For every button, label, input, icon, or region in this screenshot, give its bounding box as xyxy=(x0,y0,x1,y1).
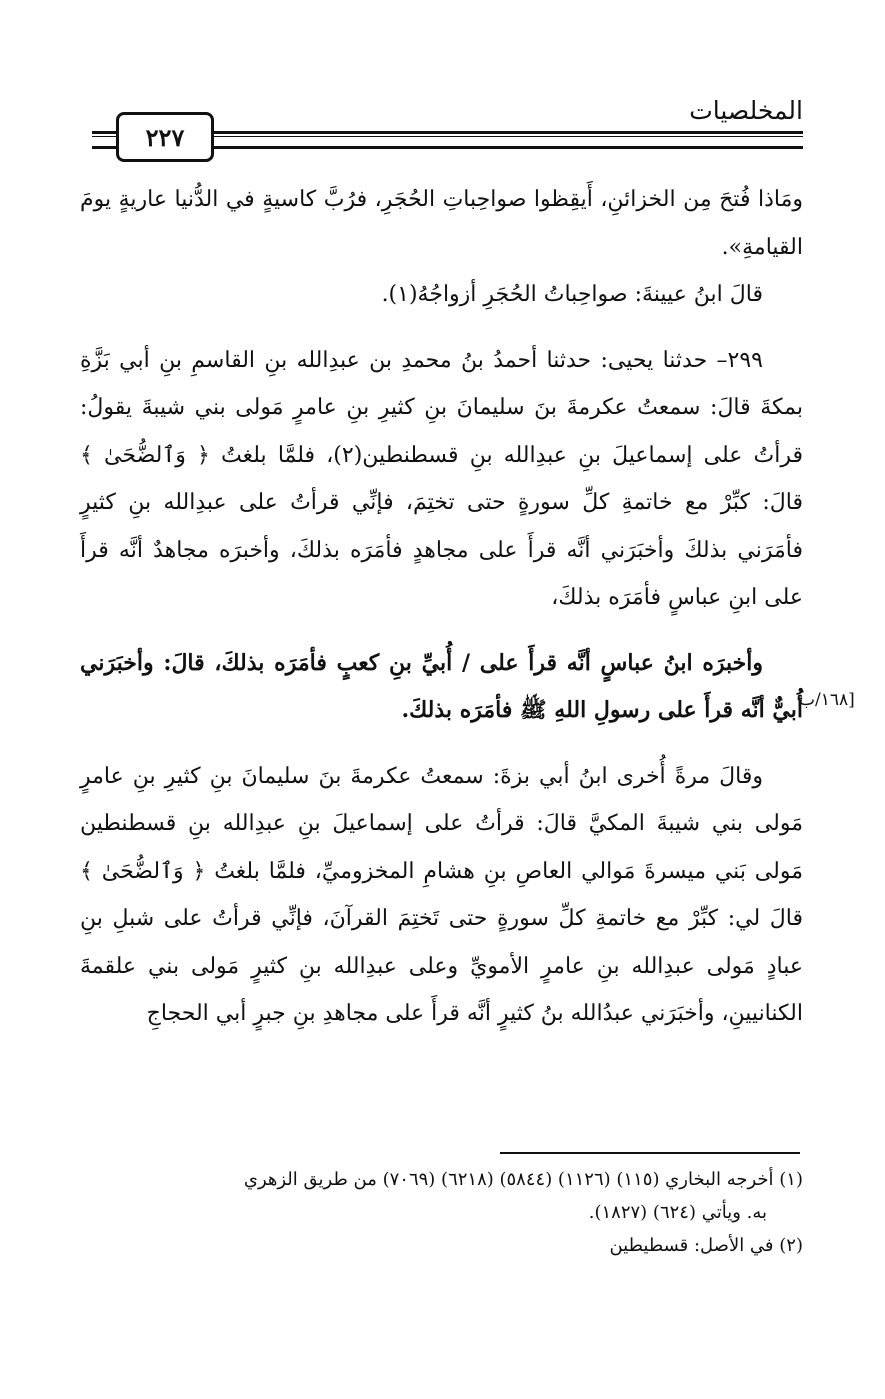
running-header-title: المخلصيات xyxy=(689,96,803,125)
page-number: ٢٢٧ xyxy=(116,112,214,162)
footnote-1-line-1: (١) أخرجه البخاري (١١٥) (١١٢٦) (٥٨٤٤) (٦٢١٨) (٧٠٦٩) من طريق الزهري xyxy=(243,1169,803,1190)
paragraph-2: قالَ ابنُ عيينةَ: صواحِباتُ الحُجَرِ أزواجُهُ(١). xyxy=(381,282,763,307)
paragraph-1: ومَاذا فُتحَ مِن الخزائنِ، أَيقِظوا صواحِباتِ الحُجَرِ، فرُبَّ كاسيةٍ في الدُّنيا عاريةٍ يومَ القيامةِ». xyxy=(80,187,803,260)
footnote-1-line-2: به. ويأتي (٦٢٤) (١٨٢٧). xyxy=(588,1202,767,1223)
main-text xyxy=(80,176,803,1038)
footnote-rule xyxy=(500,1152,800,1154)
footnotes xyxy=(80,1163,803,1262)
manuscript-folio-ref: [١٦٨/ب xyxy=(799,690,855,710)
footnote-2: (٢) في الأصل: قسطيطين xyxy=(609,1235,803,1256)
paragraph-5: وقالَ مرةً أُخرى ابنُ أبي بزةَ: سمعتُ عكرمةَ بنَ سليمانَ بنِ كثيرِ بنِ عامرٍ مَولى بني شيبةَ المكيَّ قالَ: قرأتُ على إسماعيلَ بنِ عبدِالله بنِ قسطنطين مَولى بَني ميسرةَ مَوالي العاصِ بنِ هشامِ المخزوميِّ، فلمَّا بلغتُ ﴿ وَٱلضُّحَىٰ ﴾ قالَ لي: كبِّرْ مع خاتمةِ كلِّ سورةٍ حتى تَختِمَ القرآنَ، فإنِّي قرأتُ على شبلِ بنِ عبادٍ مَولى عبدِالله بنِ عامرٍ الأمويِّ وعلى عبدِالله بنِ كثيرٍ مَولى بني علقمةَ الكنانيينِ، وأخبَرَني عبدُالله بنُ كثيرٍ أنَّه قرأَ على مجاهدِ بنِ جبرٍ أبي الحجاجِ xyxy=(80,763,803,1026)
paragraph-bold: وأخبرَه ابنُ عباسٍ أنَّه قرأَ على / أُبيِّ بنِ كعبٍ فأمَرَه بذلكَ، قالَ: وأخبَرَني أُبيٌّ أنَّه قرأَ على رسولِ اللهِ ﷺ فأمَرَه بذلكَ. xyxy=(80,649,803,723)
paragraph-299: ٢٩٩– حدثنا يحيى: حدثنا أحمدُ بنُ محمدِ بن عبدِالله بنِ القاسمِ بنِ أبي بَزَّةِ بمكةَ قالَ: سمعتُ عكرمةَ بنَ سليمانَ بنِ كثيرِ بنِ عامرٍ مَولى بني شيبةَ يقولُ: قرأتُ على إسماعيلَ بنِ عبدِالله بنِ قسطنطين(٢)، فلمَّا بلغتُ ﴿ وَٱلضُّحَىٰ ﴾ قالَ: كبِّرْ مع خاتمةِ كلِّ سورةٍ حتى تختِمَ، فإنِّي قرأتُ على عبدِالله بنِ كثيرٍ فأمَرَني بذلكَ وأخبَرَني أنَّه قرأَ على مجاهدٍ فأمَرَه بذلكَ، وأخبرَه مجاهدٌ أنَّه قرأَ على ابنِ عباسٍ فأمَرَه بذلكَ، xyxy=(80,347,804,610)
